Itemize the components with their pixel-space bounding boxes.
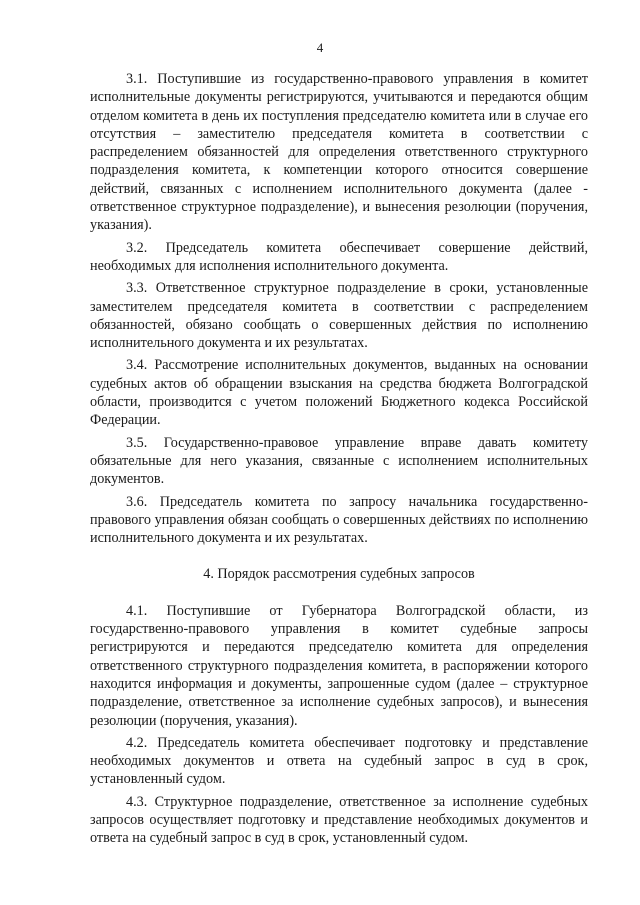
paragraph-3-3: 3.3. Ответственное структурное подразделение в сроки, установленные заместителем председателя комитета в соответствии с распределением обязанностей, обязано сообщать о совершенных действия по исполнению исполнительного документа и их результатах. — [90, 280, 588, 352]
document-body — [90, 70, 588, 848]
paragraph-3-1: 3.1. Поступившие из государственно-правового управления в комитет исполнительные документы регистрируются, учитываются и передаются общим отделом комитета в день их поступления председателю комитета или в случае его отсутствия – заместителю председателя комитета в соответствии с распределением обязанностей для определения ответственного структурного подразделения комитета, к компетенции которого относится совершение действий, связанных с исполнением исполнительного документа (далее - ответственное структурное подразделение), и вынесения резолюции (поручения, указания). — [90, 71, 588, 234]
paragraph-3-4: 3.4. Рассмотрение исполнительных документов, выданных на основании судебных актов об обращении взыскания на средства бюджета Волгоградской области, производится с учетом положений Бюджетного кодекса Российской Федерации. — [90, 357, 588, 429]
paragraph-4-1: 4.1. Поступившие от Губернатора Волгоградской области, из государственно-правового управления в комитет судебные запросы регистрируются и передаются председателю комитета для определения ответственного структурного подразделения комитета, в распоряжении которого находится информация и документы, запрошенные судом (далее – структурное подразделение, ответственное за исполнение судебных запросов), и вынесения резолюции (поручения, указания). — [90, 602, 588, 729]
section-4-heading: 4. Порядок рассмотрения судебных запросов — [203, 566, 475, 583]
paragraph-4-3: 4.3. Структурное подразделение, ответственное за исполнение судебных запросов осуществляет подготовку и представление необходимых документов и ответа на судебный запрос в суд в срок, установленный судом. — [90, 793, 588, 847]
page-number: 4 — [316, 40, 324, 55]
paragraph-4-2: 4.2. Председатель комитета обеспечивает подготовку и представление необходимых документов и ответа на судебный запрос в суд в срок, установленный судом. — [90, 734, 588, 788]
paragraph-3-2: 3.2. Председатель комитета обеспечивает совершение действий, необходимых для исполнения исполнительного документа. — [90, 239, 588, 274]
paragraph-3-5: 3.5. Государственно-правовое управление вправе давать комитету обязательные для него указания, связанные с исполнением исполнительных документов. — [90, 434, 588, 488]
paragraph-3-6: 3.6. Председатель комитета по запросу начальника государственно-правового управления обязан сообщать о совершенных действиях по исполнению исполнительного документа и их результатах. — [90, 493, 588, 547]
